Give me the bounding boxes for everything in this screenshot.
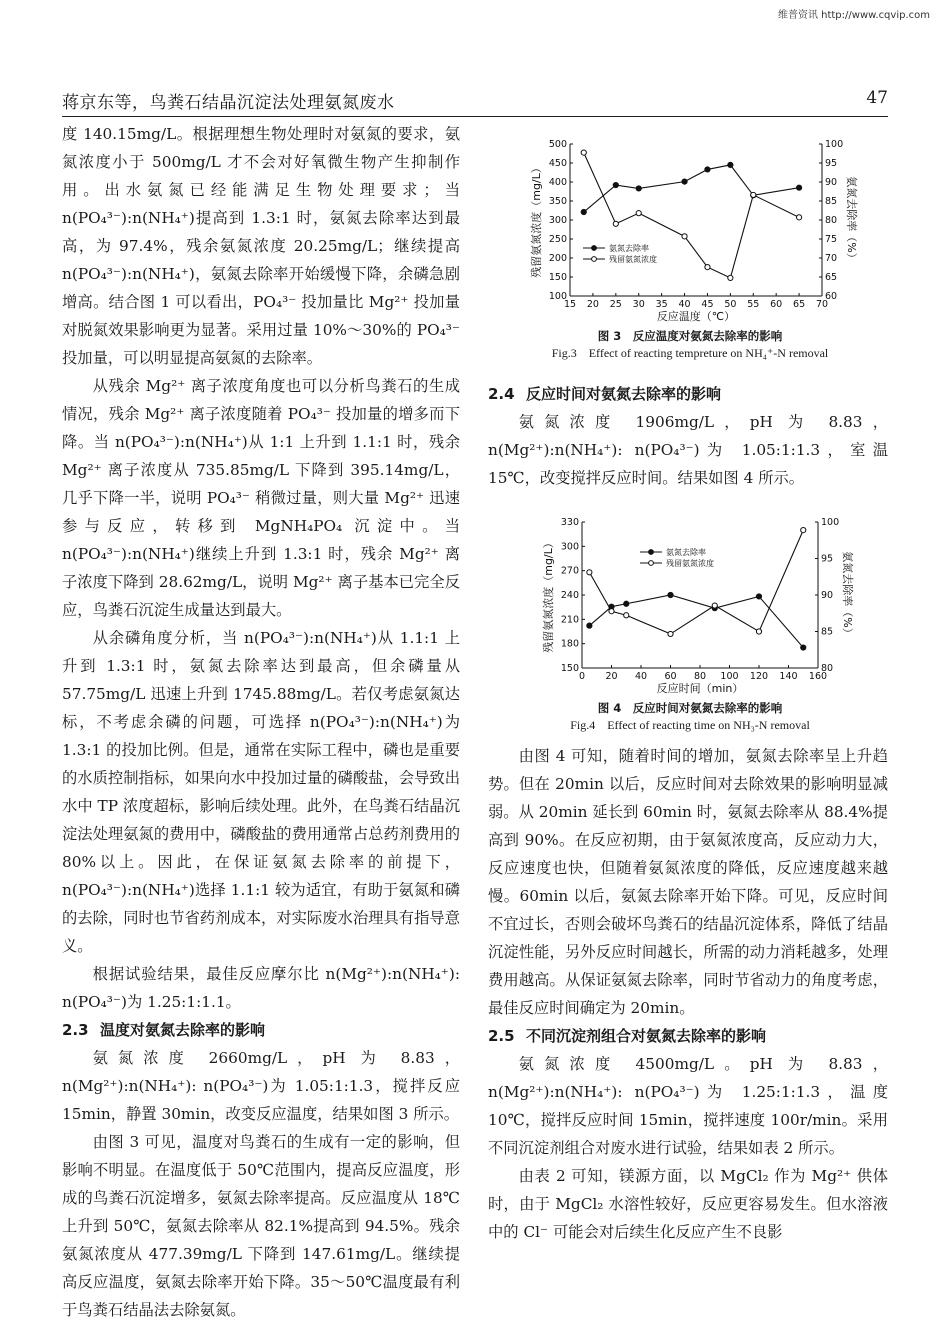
- section-title: 不同沉淀剂组合对氨氮去除率的影响: [526, 1027, 767, 1045]
- x-tick-label: 30: [632, 299, 645, 310]
- x-tick-label: 0: [578, 671, 586, 682]
- x-tick-label: 65: [793, 299, 806, 310]
- x-tick-label: 40: [634, 671, 648, 682]
- data-point-residual-nh3: [587, 570, 592, 575]
- data-point-residual-nh3: [756, 629, 761, 634]
- data-point-removal-rate: [756, 594, 761, 599]
- data-point-residual-nh3: [682, 234, 687, 239]
- y-tick-label: 100: [548, 291, 567, 302]
- x-axis-label: 反应时间（min）: [656, 682, 744, 695]
- y2-tick-label: 85: [821, 626, 834, 638]
- section-heading-2-5: [488, 1022, 888, 1050]
- data-point-residual-nh3: [581, 150, 586, 155]
- y2-tick-label: 95: [825, 158, 838, 169]
- y2-tick-label: 80: [821, 663, 834, 674]
- y-tick-label: 450: [548, 158, 567, 169]
- x-tick-label: 60: [770, 299, 783, 310]
- page-number: 47: [866, 88, 888, 108]
- y-tick-label: 200: [548, 253, 567, 264]
- figure-4-caption-en: Fig.4 Effect of reacting time on NH₃-N removal: [570, 718, 810, 732]
- paragraph: 由图 4 可知，随着时间的增加，氨氮去除率呈上升趋势。但在 20min 以后，反应时间对去除效果的影响明显减弱。从 20min 延长到 60min 时，氨氮去除率从 88.4%提高到 90%。在反应初期，由于氨氮浓度高，反应动力大，反应速度也快，但随着氨氮浓度的降低，反应速度越来越慢。60min 以后，氨氮去除率开始下降。可见，反应时间不宜过长，否则会破坏鸟粪石的结晶沉淀体系，降低了结晶沉淀性能，另外反应时间越长，所需的动力消耗越多，处理费用越高。从保证氨氮去除率，同时节省动力的角度考虑，最佳反应时间确定为 20min。: [488, 747, 888, 1017]
- data-point-removal-rate: [796, 185, 801, 190]
- y2-axis-label: 氨氮去除率（%）: [845, 176, 858, 264]
- x-tick-label: 140: [779, 671, 798, 682]
- x-tick-label: 100: [720, 671, 739, 682]
- data-point-removal-rate: [587, 623, 592, 628]
- paragraph: 氨氮浓度 2660mg/L，pH 为 8.83，n(Mg²⁺):n(NH₄⁺): n(PO₄³⁻)为 1.05:1:1.3，搅拌反应 15min，静置 30min，改变反应温度，结果如图 3 所示。: [62, 1049, 460, 1123]
- section-heading-2-4: [488, 380, 888, 408]
- data-point-residual-nh3: [609, 609, 614, 614]
- section-number: 2.3: [62, 1021, 89, 1039]
- data-point-removal-rate: [682, 179, 687, 184]
- paragraph: 由图 3 可见，温度对鸟粪石的生成有一定的影响，但影响不明显。在温度低于 50℃范围内，提高反应温度，形成的鸟粪石沉淀增多，氨氮去除率提高。反应温度从 18℃上升到 50℃，氨氮去除率从 82.1%提高到 94.5%。残余氨氮浓度从 477.39mg/L 下降到 147.61mg/L。继续提高反应温度，氨氮去除率开始下降。35～50℃温度最有利于鸟粪石结晶法去除氨氮。: [62, 1133, 460, 1319]
- legend-marker: [649, 550, 654, 555]
- x-tick-label: 70: [815, 299, 829, 310]
- x-tick-label: 20: [605, 671, 618, 682]
- legend-label: 残留氨氮浓度: [666, 559, 714, 568]
- figure-4-chart: [500, 510, 880, 700]
- series-line-removal-rate: [584, 165, 799, 212]
- y-tick-label: 240: [560, 590, 579, 601]
- legend-marker: [592, 257, 597, 262]
- y2-tick-label: 60: [825, 291, 838, 302]
- x-axis-label: 反应温度（℃）: [656, 310, 736, 323]
- y2-tick-label: 100: [821, 517, 840, 528]
- x-tick-label: 55: [747, 299, 760, 310]
- paragraph: 度 140.15mg/L。根据理想生物处理时对氨氮的要求，氨氮浓度小于 500mg/L 才不会对好氧微生物产生抑制作用。出水氨氮已经能满足生物处理要求；当 n(PO₄³⁻):n(NH₄⁺)提高到 1.3:1 时，氨氮去除率达到最高，为 97.4%，残余氨氮浓度 20.25mg/L；继续提高 n(PO₄³⁻):n(NH₄⁺)，氨氮去除率开始缓慢下降，余磷急剧增高。结合图 1 可以看出，PO₄³⁻ 投加量比 Mg²⁺ 投加量对脱氮效果影响更为显著。采用过量 10%～30%的 PO₄³⁻ 投加量，可以明显提高氨氮的去除率。: [62, 125, 460, 367]
- watermark: 维普资讯 http://www.cqvip.com: [777, 10, 930, 21]
- data-point-removal-rate: [581, 209, 586, 214]
- y2-tick-label: 80: [825, 215, 838, 226]
- series-line-residual-nh3: [589, 530, 803, 634]
- right-column-lower: [488, 742, 888, 1246]
- paragraph: 根据试验结果，最佳反应摩尔比 n(Mg²⁺):n(NH₄⁺): n(PO₄³⁻)为 1.25:1:1.1。: [62, 965, 460, 1011]
- y2-tick-label: 65: [825, 272, 838, 283]
- y-tick-label: 350: [548, 196, 567, 207]
- data-point-removal-rate: [668, 592, 673, 597]
- y2-tick-label: 90: [821, 590, 834, 601]
- x-tick-label: 15: [563, 299, 577, 310]
- section-heading-2-3: [62, 1016, 460, 1044]
- figure-3-caption-zh: 图 3 反应温度对氨氮去除率的影响: [597, 329, 783, 343]
- section-number: 2.5: [488, 1027, 515, 1045]
- data-point-residual-nh3: [751, 192, 756, 197]
- data-point-removal-rate: [636, 186, 641, 191]
- y2-tick-label: 70: [825, 253, 838, 264]
- data-point-residual-nh3: [728, 275, 733, 280]
- x-tick-label: 60: [664, 671, 677, 682]
- data-point-residual-nh3: [613, 221, 618, 226]
- data-point-removal-rate: [624, 601, 629, 606]
- y-axis-label: 残留氨氮浓度（mg/L）: [542, 537, 555, 653]
- section-title: 反应时间对氨氮去除率的影响: [526, 385, 722, 403]
- paragraph: 从余磷角度分析，当 n(PO₄³⁻):n(NH₄⁺)从 1.1:1 上升到 1.3:1 时，氨氮去除率达到最高，但余磷量从 57.75mg/L 迅速上升到 1745.88mg/L。若仅考虑氨氮达标，不考虑余磷的问题，可选择 n(PO₄³⁻):n(NH₄⁺)为 1.3:1 的投加比例。但是，通常在实际工程中，磷也是重要的水质控制指标，如果向水中投加过量的磷酸盐，会导致出水中 TP 浓度超标，影响后续处理。此外，在鸟粪石结晶沉淀法处理氨氮的费用中，磷酸盐的费用通常占总药剂费用的 80%以上。因此，在保证氨氮去除率的前提下，n(PO₄³⁻):n(NH₄⁺)选择 1.1:1 较为适宜，有助于氨氮和磷的去除，同时也节省药剂成本，对实际废水治理具有指导意义。: [62, 629, 460, 955]
- y-tick-label: 150: [560, 663, 579, 674]
- data-point-removal-rate: [705, 167, 710, 172]
- figure-4: [500, 510, 880, 733]
- y-tick-label: 330: [560, 517, 579, 528]
- legend-label: 氨氮去除率: [666, 548, 706, 557]
- y-tick-label: 300: [560, 541, 579, 553]
- paragraph: 氨氮浓度 4500mg/L。pH 为 8.83，n(Mg²⁺):n(NH₄⁺): n(PO₄³⁻)为 1.25:1:1.3，温度 10℃，搅拌反应时间 15min，搅拌速度 100r/min。采用不同沉淀剂组合对废水进行试验，结果如表 2 所示。: [488, 1055, 888, 1157]
- paragraph: 从残余 Mg²⁺ 离子浓度角度也可以分析鸟粪石的生成情况，残余 Mg²⁺ 离子浓度随着 PO₄³⁻ 投加量的增多而下降。当 n(PO₄³⁻):n(NH₄⁺)从 1:1 上升到 1.1:1 时，残余 Mg²⁺ 离子浓度从 735.85mg/L 下降到 395.14mg/L，几乎下降一半，说明 PO₄³⁻ 稍微过量，则大量 Mg²⁺ 迅速参与反应，转移到 MgNH₄PO₄ 沉淀中。当 n(PO₄³⁻):n(NH₄⁺)继续上升到 1.3:1 时，残余 Mg²⁺ 离子浓度下降到 28.62mg/L，说明 Mg²⁺ 离子基本已完全反应，鸟粪石沉淀生成量达到最大。: [62, 377, 460, 619]
- y-tick-label: 400: [548, 177, 567, 188]
- y-tick-label: 150: [548, 272, 567, 283]
- figure-3-chart: [500, 128, 880, 328]
- data-point-removal-rate: [728, 162, 733, 167]
- y2-tick-label: 75: [825, 234, 838, 245]
- y-axis-label: 残留氨氮浓度（mg/L）: [530, 162, 543, 278]
- data-point-residual-nh3: [796, 215, 801, 220]
- data-point-residual-nh3: [801, 528, 806, 533]
- right-column-upper: [488, 380, 888, 492]
- y2-tick-label: 90: [825, 177, 838, 188]
- x-tick-label: 45: [701, 299, 714, 310]
- section-number: 2.4: [488, 385, 515, 403]
- y-tick-label: 270: [560, 565, 579, 577]
- legend-marker: [592, 246, 597, 251]
- y2-tick-label: 95: [821, 553, 834, 565]
- data-point-residual-nh3: [668, 631, 673, 636]
- figure-4-caption-zh: 图 4 反应时间对氨氮去除率的影响: [597, 701, 783, 715]
- y-tick-label: 180: [560, 638, 579, 650]
- running-header: [62, 84, 888, 117]
- figure-3: [500, 128, 880, 361]
- paragraph: 氨氮浓度 1906mg/L，pH 为 8.83，n(Mg²⁺):n(NH₄⁺): n(PO₄³⁻)为 1.05:1:1.3，室温 15℃，改变搅拌反应时间。结果如图 4 所示。: [488, 413, 888, 487]
- paragraph: 由表 2 可知，镁源方面，以 MgCl₂ 作为 Mg²⁺ 供体时，由于 MgCl₂ 水溶性较好，反应更容易发生。但水溶液中的 Cl⁻ 可能会对后续生化反应产生不良影: [488, 1167, 888, 1241]
- running-title: 蒋京东等，鸟粪石结晶沉淀法处理氨氮废水: [62, 93, 395, 113]
- y2-tick-label: 85: [825, 196, 838, 207]
- data-point-residual-nh3: [705, 265, 710, 270]
- x-tick-label: 80: [693, 671, 707, 682]
- data-point-residual-nh3: [712, 603, 717, 608]
- y2-axis-label: 氨氮去除率（%）: [841, 551, 854, 639]
- x-tick-label: 25: [609, 299, 622, 310]
- y-tick-label: 500: [548, 139, 567, 150]
- data-point-residual-nh3: [636, 211, 641, 216]
- x-tick-label: 160: [808, 671, 828, 682]
- data-point-removal-rate: [801, 645, 806, 650]
- y-tick-label: 210: [560, 614, 579, 626]
- y-tick-label: 250: [548, 234, 567, 245]
- x-tick-label: 35: [655, 299, 668, 310]
- x-tick-label: 50: [724, 299, 737, 310]
- x-tick-label: 120: [749, 671, 769, 682]
- x-tick-label: 20: [586, 299, 599, 310]
- legend-label: 残留氨氮浓度: [609, 255, 657, 264]
- legend-label: 氨氮去除率: [609, 244, 649, 253]
- x-tick-label: 40: [678, 299, 691, 310]
- section-title: 温度对氨氮去除率的影响: [100, 1021, 266, 1039]
- y-tick-label: 300: [548, 215, 567, 226]
- left-column: [62, 120, 460, 1324]
- y2-tick-label: 100: [825, 139, 844, 150]
- figure-3-caption-en: Fig.3 Effect of reacting tempreture on NH₄⁺-N removal: [551, 346, 829, 360]
- data-point-residual-nh3: [624, 613, 629, 618]
- data-point-removal-rate: [613, 182, 618, 187]
- legend-marker: [649, 561, 654, 566]
